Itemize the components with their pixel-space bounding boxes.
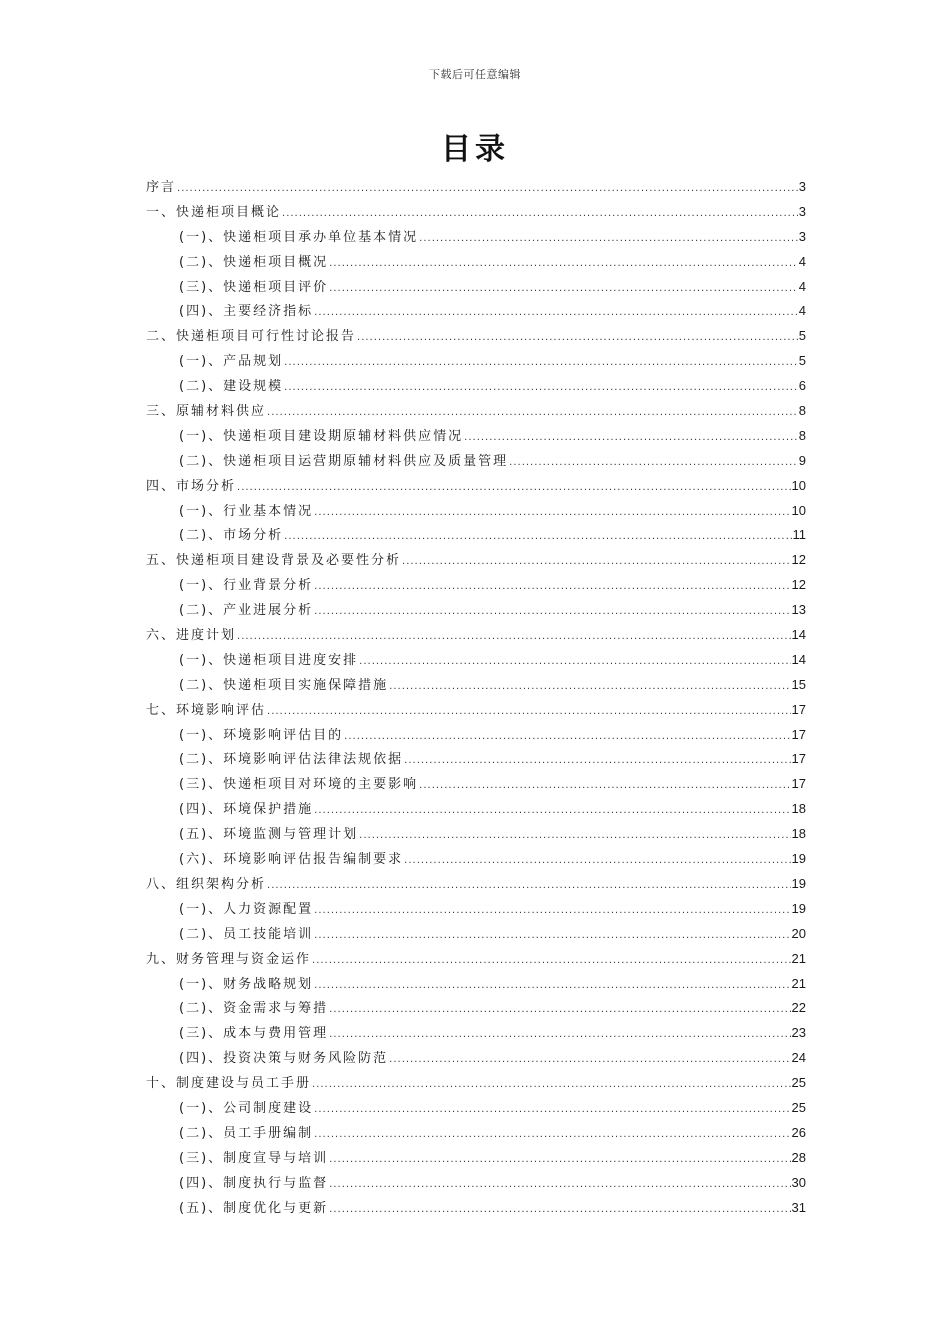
toc-dot-leader bbox=[329, 277, 798, 302]
toc-chapter-entry[interactable] bbox=[146, 623, 806, 648]
toc-page-number: 14 bbox=[791, 627, 806, 643]
toc-dot-leader bbox=[329, 252, 798, 277]
toc-entry-label: 序言 bbox=[146, 180, 177, 195]
toc-entry-label: (三)、快递柜项目对环境的主要影响 bbox=[179, 777, 419, 793]
toc-dot-leader bbox=[359, 650, 790, 675]
toc-entry-label: (三)、制度宣导与培训 bbox=[179, 1150, 329, 1166]
toc-chapter-entry[interactable] bbox=[146, 399, 806, 424]
toc-entry-label: 一、快递柜项目概论 bbox=[146, 204, 282, 220]
toc-entry-label: (一)、快递柜项目建设期原辅材料供应情况 bbox=[179, 428, 464, 444]
toc-page-number: 3 bbox=[798, 179, 806, 194]
toc-section-entry[interactable] bbox=[146, 449, 806, 474]
toc-section-entry[interactable] bbox=[146, 1196, 806, 1221]
toc-entry-label: (四)、主要经济指标 bbox=[179, 304, 314, 320]
toc-section-entry[interactable] bbox=[146, 374, 806, 399]
toc-section-entry[interactable] bbox=[146, 299, 806, 324]
toc-entry-label: (三)、快递柜项目评价 bbox=[179, 279, 329, 295]
toc-dot-leader bbox=[344, 725, 790, 750]
toc-page-number: 23 bbox=[791, 1025, 806, 1041]
toc-dot-leader bbox=[314, 1123, 790, 1148]
toc-entry-label: (二)、资金需求与筹措 bbox=[179, 1001, 329, 1017]
toc-page-number: 11 bbox=[792, 527, 806, 543]
toc-page-number: 6 bbox=[798, 378, 806, 394]
toc-page-number: 4 bbox=[798, 253, 806, 269]
toc-entry-label: 五、快递柜项目建设背景及必要性分析 bbox=[146, 553, 402, 569]
toc-dot-leader bbox=[329, 1173, 790, 1198]
toc-page-number: 17 bbox=[791, 726, 806, 742]
toc-chapter-entry[interactable] bbox=[146, 698, 806, 723]
toc-page-number: 5 bbox=[798, 353, 806, 369]
toc-dot-leader bbox=[314, 301, 798, 326]
toc-dot-leader bbox=[419, 227, 798, 252]
toc-dot-leader bbox=[312, 949, 791, 974]
toc-dot-leader bbox=[314, 575, 790, 600]
toc-page-number: 26 bbox=[791, 1124, 806, 1140]
toc-entry-label: (五)、环境监测与管理计划 bbox=[179, 827, 359, 843]
toc-dot-leader bbox=[314, 600, 790, 625]
toc-dot-leader bbox=[329, 1198, 790, 1223]
toc-section-entry[interactable] bbox=[146, 648, 806, 673]
toc-dot-leader bbox=[282, 202, 798, 227]
toc-section-entry[interactable] bbox=[146, 499, 806, 524]
toc-entry-label: (二)、建设规模 bbox=[179, 379, 284, 395]
toc-dot-leader bbox=[267, 700, 791, 725]
toc-page-number: 13 bbox=[791, 602, 806, 618]
toc-section-entry[interactable] bbox=[146, 573, 806, 598]
toc-dot-leader bbox=[314, 501, 790, 526]
toc-section-entry[interactable] bbox=[146, 598, 806, 623]
toc-page-number: 22 bbox=[791, 1000, 806, 1016]
toc-section-entry[interactable] bbox=[146, 922, 806, 947]
toc-entry-label: (一)、财务战略规划 bbox=[179, 976, 314, 992]
toc-section-entry[interactable] bbox=[146, 747, 806, 772]
toc-page-number: 20 bbox=[791, 925, 806, 941]
toc-page-number: 8 bbox=[798, 403, 806, 419]
toc-entry-label: (二)、快递柜项目运营期原辅材料供应及质量管理 bbox=[179, 453, 509, 469]
toc-page-number: 28 bbox=[791, 1149, 806, 1165]
toc-dot-leader bbox=[314, 1098, 790, 1123]
toc-dot-leader bbox=[284, 376, 798, 401]
toc-section-entry[interactable] bbox=[146, 1021, 806, 1046]
toc-section-entry[interactable] bbox=[146, 847, 806, 872]
toc-entry-label: (六)、环境影响评估报告编制要求 bbox=[179, 852, 404, 868]
toc-page-number: 10 bbox=[791, 477, 806, 493]
toc-entry-label: 七、环境影响评估 bbox=[146, 702, 267, 718]
toc-dot-leader bbox=[284, 525, 791, 550]
toc-section-entry[interactable] bbox=[146, 996, 806, 1021]
toc-page-number: 17 bbox=[791, 701, 806, 717]
toc-dot-leader bbox=[314, 924, 790, 949]
toc-page-number: 30 bbox=[791, 1174, 806, 1190]
toc-entry-label: (四)、制度执行与监督 bbox=[179, 1175, 329, 1191]
toc-dot-leader bbox=[464, 426, 798, 451]
toc-dot-leader bbox=[312, 1073, 791, 1098]
toc-dot-leader bbox=[509, 451, 798, 476]
toc-entry-label: (一)、产品规划 bbox=[179, 354, 284, 370]
toc-entry-label: (二)、产业进展分析 bbox=[179, 603, 314, 619]
toc-page-number: 17 bbox=[791, 751, 806, 767]
toc-chapter-entry[interactable] bbox=[146, 324, 806, 349]
toc-dot-leader bbox=[402, 550, 791, 575]
toc-section-entry[interactable] bbox=[146, 275, 806, 300]
toc-section-entry[interactable] bbox=[146, 822, 806, 847]
toc-entry-label: (二)、市场分析 bbox=[179, 528, 284, 544]
toc-page-number: 31 bbox=[791, 1199, 806, 1215]
toc-entry-label: (一)、公司制度建设 bbox=[179, 1100, 314, 1116]
toc-entry-label: (二)、快递柜项目概况 bbox=[179, 254, 329, 270]
toc-page-number: 24 bbox=[791, 1050, 806, 1066]
toc-page-number: 21 bbox=[791, 975, 806, 991]
toc-entry-label: (五)、制度优化与更新 bbox=[179, 1200, 329, 1216]
toc-entry-label: (三)、成本与费用管理 bbox=[179, 1026, 329, 1042]
toc-page-number: 21 bbox=[791, 950, 806, 966]
toc-page-number: 25 bbox=[791, 1099, 806, 1115]
toc-section-entry[interactable] bbox=[146, 523, 806, 548]
toc-section-entry[interactable] bbox=[146, 723, 806, 748]
toc-dot-leader bbox=[267, 401, 798, 426]
toc-section-entry[interactable] bbox=[146, 897, 806, 922]
toc-entry-label: (一)、快递柜项目承办单位基本情况 bbox=[179, 229, 419, 245]
toc-entry-label: 九、财务管理与资金运作 bbox=[146, 951, 312, 967]
toc-page-number: 8 bbox=[798, 427, 806, 443]
toc-dot-leader bbox=[357, 326, 798, 351]
toc-page-number: 14 bbox=[791, 651, 806, 667]
toc-page-number: 17 bbox=[791, 776, 806, 792]
toc-page-number: 10 bbox=[791, 502, 806, 518]
toc-dot-leader bbox=[404, 849, 790, 874]
toc-page-number: 5 bbox=[798, 328, 806, 344]
toc-dot-leader bbox=[314, 799, 790, 824]
toc-entry-label: 二、快递柜项目可行性讨论报告 bbox=[146, 329, 357, 345]
toc-page-number: 12 bbox=[791, 552, 806, 568]
toc-chapter-entry[interactable] bbox=[146, 548, 806, 573]
toc-entry-label: 四、市场分析 bbox=[146, 478, 237, 494]
toc-page-number: 9 bbox=[798, 452, 806, 468]
toc-section-entry[interactable] bbox=[146, 1171, 806, 1196]
toc-entry-label: (四)、投资决策与财务风险防范 bbox=[179, 1051, 389, 1067]
toc-entry-label: (一)、环境影响评估目的 bbox=[179, 727, 344, 743]
toc-page-number: 18 bbox=[791, 826, 806, 842]
toc-section-entry[interactable] bbox=[146, 1146, 806, 1171]
toc-dot-leader bbox=[329, 1023, 790, 1048]
toc-entry-label: 八、组织架构分析 bbox=[146, 876, 267, 892]
toc-chapter-entry[interactable] bbox=[146, 1071, 806, 1096]
toc-section-entry[interactable] bbox=[146, 225, 806, 250]
toc-dot-leader bbox=[237, 476, 791, 501]
toc-page-number: 4 bbox=[798, 303, 806, 319]
toc-page-number: 19 bbox=[791, 900, 806, 916]
toc-page-number: 3 bbox=[798, 228, 806, 244]
toc-section-entry[interactable] bbox=[146, 797, 806, 822]
toc-entry-label: (一)、行业背景分析 bbox=[179, 578, 314, 594]
header-note: 下载后可任意编辑 bbox=[429, 68, 521, 81]
toc-section-entry[interactable] bbox=[146, 1046, 806, 1071]
table-of-contents bbox=[146, 175, 806, 1220]
toc-chapter-entry[interactable] bbox=[146, 200, 806, 225]
toc-section-entry[interactable] bbox=[146, 349, 806, 374]
toc-dot-leader bbox=[314, 974, 790, 999]
toc-chapter-entry[interactable] bbox=[146, 175, 806, 200]
toc-page-number: 15 bbox=[791, 676, 806, 692]
toc-dot-leader bbox=[314, 899, 790, 924]
toc-section-entry[interactable] bbox=[146, 1121, 806, 1146]
toc-entry-label: (一)、行业基本情况 bbox=[179, 503, 314, 519]
toc-dot-leader bbox=[404, 749, 790, 774]
toc-section-entry[interactable] bbox=[146, 972, 806, 997]
toc-section-entry[interactable] bbox=[146, 424, 806, 449]
toc-entry-label: 六、进度计划 bbox=[146, 628, 237, 644]
toc-entry-label: (一)、人力资源配置 bbox=[179, 901, 314, 917]
toc-page-number: 18 bbox=[791, 801, 806, 817]
toc-dot-leader bbox=[419, 774, 790, 799]
toc-page-number: 19 bbox=[791, 851, 806, 867]
toc-section-entry[interactable] bbox=[146, 673, 806, 698]
toc-entry-label: (二)、环境影响评估法律法规依据 bbox=[179, 752, 404, 768]
toc-dot-leader bbox=[237, 625, 791, 650]
page-title: 目录 bbox=[441, 132, 509, 167]
toc-entry-label: (四)、环境保护措施 bbox=[179, 802, 314, 818]
toc-dot-leader bbox=[329, 998, 790, 1023]
toc-entry-label: 十、制度建设与员工手册 bbox=[146, 1076, 312, 1092]
toc-entry-label: (二)、员工手册编制 bbox=[179, 1125, 314, 1141]
toc-page-number: 19 bbox=[791, 875, 806, 891]
toc-dot-leader bbox=[267, 874, 791, 899]
toc-dot-leader bbox=[389, 1048, 790, 1073]
toc-dot-leader bbox=[284, 351, 798, 376]
toc-chapter-entry[interactable] bbox=[146, 474, 806, 499]
toc-entry-label: (一)、快递柜项目进度安排 bbox=[179, 652, 359, 668]
toc-dot-leader bbox=[177, 177, 798, 202]
toc-page-number: 4 bbox=[798, 278, 806, 294]
toc-page-number: 25 bbox=[791, 1075, 806, 1091]
toc-dot-leader bbox=[359, 824, 790, 849]
toc-entry-label: 三、原辅材料供应 bbox=[146, 404, 267, 420]
toc-entry-label: (二)、员工技能培训 bbox=[179, 926, 314, 942]
toc-section-entry[interactable] bbox=[146, 1096, 806, 1121]
toc-section-entry[interactable] bbox=[146, 250, 806, 275]
toc-page-number: 3 bbox=[798, 203, 806, 219]
toc-section-entry[interactable] bbox=[146, 772, 806, 797]
toc-dot-leader bbox=[329, 1148, 790, 1173]
toc-page-number: 12 bbox=[791, 577, 806, 593]
toc-chapter-entry[interactable] bbox=[146, 872, 806, 897]
toc-entry-label: (二)、快递柜项目实施保障措施 bbox=[179, 677, 389, 693]
toc-chapter-entry[interactable] bbox=[146, 947, 806, 972]
toc-dot-leader bbox=[389, 675, 790, 700]
